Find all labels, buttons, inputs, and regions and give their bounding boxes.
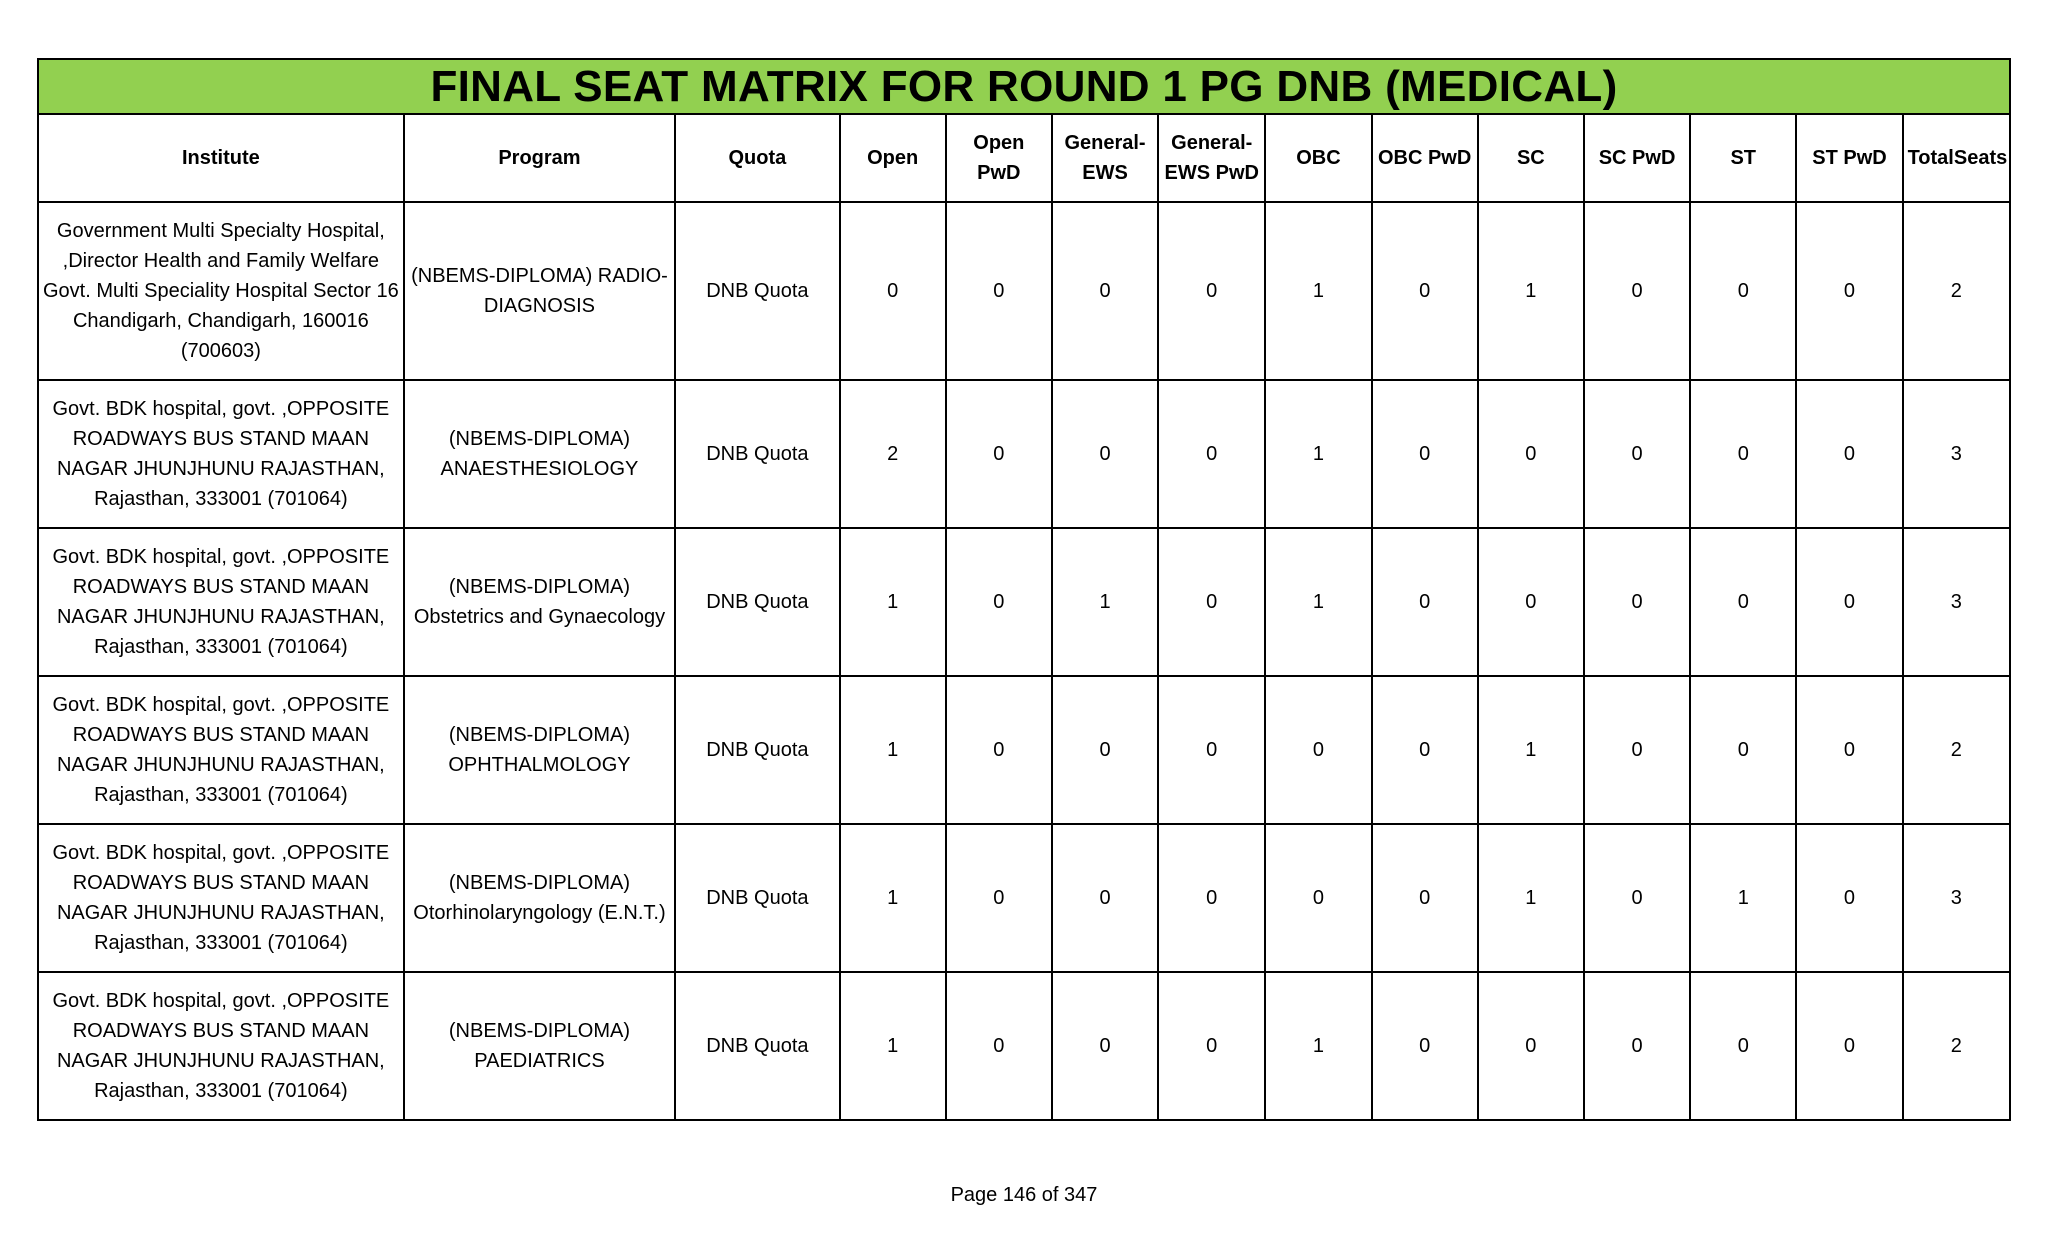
header-general-ews-pwd: General-EWS PwD bbox=[1158, 114, 1265, 202]
cell-program: (NBEMS-DIPLOMA) ANAESTHESIOLOGY bbox=[404, 380, 676, 528]
cell-open: 1 bbox=[840, 676, 946, 824]
header-sc: SC bbox=[1478, 114, 1584, 202]
cell-open: 0 bbox=[840, 202, 946, 380]
cell-program: (NBEMS-DIPLOMA) Otorhinolaryngology (E.N.T.) bbox=[404, 824, 676, 972]
cell-st: 0 bbox=[1690, 528, 1796, 676]
cell-general-ews-pwd: 0 bbox=[1158, 380, 1265, 528]
cell-obc-pwd: 0 bbox=[1372, 380, 1478, 528]
cell-open-pwd: 0 bbox=[946, 528, 1052, 676]
cell-quota: DNB Quota bbox=[675, 824, 839, 972]
cell-open-pwd: 0 bbox=[946, 202, 1052, 380]
cell-sc-pwd: 0 bbox=[1584, 824, 1690, 972]
cell-general-ews: 0 bbox=[1052, 972, 1158, 1120]
cell-general-ews: 0 bbox=[1052, 824, 1158, 972]
cell-sc-pwd: 0 bbox=[1584, 380, 1690, 528]
cell-st: 0 bbox=[1690, 972, 1796, 1120]
table-row bbox=[38, 528, 2010, 676]
cell-sc: 0 bbox=[1478, 528, 1584, 676]
cell-total-seats: 3 bbox=[1903, 380, 2010, 528]
cell-sc: 1 bbox=[1478, 824, 1584, 972]
cell-program: (NBEMS-DIPLOMA) RADIO-DIAGNOSIS bbox=[404, 202, 676, 380]
cell-obc-pwd: 0 bbox=[1372, 972, 1478, 1120]
cell-open: 1 bbox=[840, 972, 946, 1120]
cell-general-ews: 1 bbox=[1052, 528, 1158, 676]
cell-obc: 0 bbox=[1265, 676, 1371, 824]
cell-obc: 1 bbox=[1265, 202, 1371, 380]
cell-sc-pwd: 0 bbox=[1584, 972, 1690, 1120]
cell-st: 1 bbox=[1690, 824, 1796, 972]
header-st: ST bbox=[1690, 114, 1796, 202]
cell-obc: 1 bbox=[1265, 380, 1371, 528]
cell-open-pwd: 0 bbox=[946, 824, 1052, 972]
cell-obc-pwd: 0 bbox=[1372, 676, 1478, 824]
header-institute: Institute bbox=[38, 114, 404, 202]
cell-st: 0 bbox=[1690, 202, 1796, 380]
table-row bbox=[38, 676, 2010, 824]
header-general-ews: General-EWS bbox=[1052, 114, 1158, 202]
cell-st-pwd: 0 bbox=[1796, 380, 1902, 528]
cell-program: (NBEMS-DIPLOMA) PAEDIATRICS bbox=[404, 972, 676, 1120]
cell-general-ews: 0 bbox=[1052, 380, 1158, 528]
cell-obc-pwd: 0 bbox=[1372, 528, 1478, 676]
cell-open-pwd: 0 bbox=[946, 972, 1052, 1120]
cell-obc-pwd: 0 bbox=[1372, 824, 1478, 972]
header-row bbox=[38, 114, 2010, 202]
seat-matrix-sheet bbox=[37, 58, 2011, 1121]
cell-open-pwd: 0 bbox=[946, 676, 1052, 824]
cell-total-seats: 3 bbox=[1903, 528, 2010, 676]
cell-sc-pwd: 0 bbox=[1584, 676, 1690, 824]
cell-st-pwd: 0 bbox=[1796, 676, 1902, 824]
cell-quota: DNB Quota bbox=[675, 972, 839, 1120]
cell-obc-pwd: 0 bbox=[1372, 202, 1478, 380]
seat-matrix-table bbox=[37, 58, 2011, 1121]
cell-open: 1 bbox=[840, 824, 946, 972]
header-program: Program bbox=[404, 114, 676, 202]
cell-total-seats: 2 bbox=[1903, 676, 2010, 824]
cell-program: (NBEMS-DIPLOMA) OPHTHALMOLOGY bbox=[404, 676, 676, 824]
cell-general-ews-pwd: 0 bbox=[1158, 824, 1265, 972]
cell-general-ews-pwd: 0 bbox=[1158, 972, 1265, 1120]
cell-sc-pwd: 0 bbox=[1584, 202, 1690, 380]
header-open: Open bbox=[840, 114, 946, 202]
table-row bbox=[38, 972, 2010, 1120]
cell-institute: Govt. BDK hospital, govt. ,OPPOSITE ROADWAYS BUS STAND MAAN NAGAR JHUNJHUNU RAJASTHAN, Rajasthan, 333001 (701064) bbox=[38, 676, 404, 824]
cell-quota: DNB Quota bbox=[675, 676, 839, 824]
cell-institute: Govt. BDK hospital, govt. ,OPPOSITE ROADWAYS BUS STAND MAAN NAGAR JHUNJHUNU RAJASTHAN, Rajasthan, 333001 (701064) bbox=[38, 824, 404, 972]
cell-institute: Govt. BDK hospital, govt. ,OPPOSITE ROADWAYS BUS STAND MAAN NAGAR JHUNJHUNU RAJASTHAN, Rajasthan, 333001 (701064) bbox=[38, 380, 404, 528]
cell-sc: 0 bbox=[1478, 972, 1584, 1120]
cell-open: 1 bbox=[840, 528, 946, 676]
cell-institute: Govt. BDK hospital, govt. ,OPPOSITE ROADWAYS BUS STAND MAAN NAGAR JHUNJHUNU RAJASTHAN, Rajasthan, 333001 (701064) bbox=[38, 528, 404, 676]
cell-quota: DNB Quota bbox=[675, 202, 839, 380]
cell-institute: Government Multi Specialty Hospital, ,Director Health and Family Welfare Govt. Multi Speciality Hospital Sector 16 Chandigarh, Chandigarh, 160016 (700603) bbox=[38, 202, 404, 380]
header-obc: OBC bbox=[1265, 114, 1371, 202]
cell-sc: 1 bbox=[1478, 676, 1584, 824]
page-title: FINAL SEAT MATRIX FOR ROUND 1 PG DNB (MEDICAL) bbox=[430, 62, 1618, 111]
cell-st-pwd: 0 bbox=[1796, 202, 1902, 380]
cell-total-seats: 2 bbox=[1903, 202, 2010, 380]
cell-st-pwd: 0 bbox=[1796, 528, 1902, 676]
cell-st: 0 bbox=[1690, 380, 1796, 528]
cell-obc: 0 bbox=[1265, 824, 1371, 972]
cell-sc: 1 bbox=[1478, 202, 1584, 380]
cell-program: (NBEMS-DIPLOMA) Obstetrics and Gynaecology bbox=[404, 528, 676, 676]
page-number: Page 146 of 347 bbox=[950, 1184, 1098, 1206]
cell-institute: Govt. BDK hospital, govt. ,OPPOSITE ROADWAYS BUS STAND MAAN NAGAR JHUNJHUNU RAJASTHAN, Rajasthan, 333001 (701064) bbox=[38, 972, 404, 1120]
cell-general-ews-pwd: 0 bbox=[1158, 202, 1265, 380]
cell-general-ews: 0 bbox=[1052, 676, 1158, 824]
cell-general-ews: 0 bbox=[1052, 202, 1158, 380]
header-total-seats: TotalSeats bbox=[1903, 114, 2010, 202]
cell-st-pwd: 0 bbox=[1796, 824, 1902, 972]
cell-obc: 1 bbox=[1265, 528, 1371, 676]
cell-total-seats: 3 bbox=[1903, 824, 2010, 972]
cell-sc: 0 bbox=[1478, 380, 1584, 528]
cell-total-seats: 2 bbox=[1903, 972, 2010, 1120]
cell-st: 0 bbox=[1690, 676, 1796, 824]
header-quota: Quota bbox=[675, 114, 839, 202]
cell-quota: DNB Quota bbox=[675, 528, 839, 676]
header-obc-pwd: OBC PwD bbox=[1372, 114, 1478, 202]
table-row bbox=[38, 202, 2010, 380]
header-open-pwd: Open PwD bbox=[946, 114, 1052, 202]
cell-quota: DNB Quota bbox=[675, 380, 839, 528]
cell-open: 2 bbox=[840, 380, 946, 528]
cell-general-ews-pwd: 0 bbox=[1158, 676, 1265, 824]
header-st-pwd: ST PwD bbox=[1796, 114, 1902, 202]
cell-general-ews-pwd: 0 bbox=[1158, 528, 1265, 676]
table-row bbox=[38, 380, 2010, 528]
cell-open-pwd: 0 bbox=[946, 380, 1052, 528]
table-row bbox=[38, 824, 2010, 972]
header-sc-pwd: SC PwD bbox=[1584, 114, 1690, 202]
cell-st-pwd: 0 bbox=[1796, 972, 1902, 1120]
cell-obc: 1 bbox=[1265, 972, 1371, 1120]
title-band bbox=[38, 59, 2010, 114]
cell-sc-pwd: 0 bbox=[1584, 528, 1690, 676]
